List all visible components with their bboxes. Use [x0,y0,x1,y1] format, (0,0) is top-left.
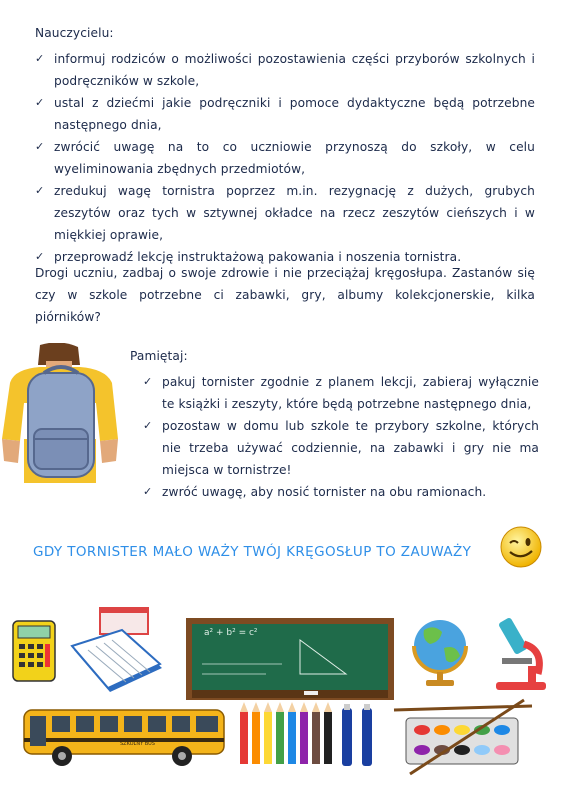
checkmark-icon: ✓ [143,419,153,432]
boy-backpack-illustration [0,343,120,483]
list-item: ✓ zwróć uwagę, aby nosić tornister na obu ramionach. [143,481,539,503]
checkmark-icon: ✓ [143,375,153,388]
paint-palette-icon [388,696,538,778]
calculator-icon [12,620,56,682]
checkmark-icon: ✓ [35,184,45,197]
slogan: GDY TORNISTER MAŁO WAŻY TWÓJ KRĘGOSŁUP TO ZAUWAŻY [33,544,472,560]
list-item: ✓ zredukuj wagę tornistra poprzez m.in. rezygnację z dużych, grubych zeszytów oraz tych w sztywnej okładce na rzecz zeszytów cieńszych i w miękkiej oprawie, [35,180,535,246]
checkmark-icon: ✓ [143,485,153,498]
teacher-list [35,48,535,268]
checkmark-icon: ✓ [35,96,45,109]
list-item: ✓ zwrócić uwagę na to co uczniowie przynoszą do szkoły, w celu wyeliminowania zbędnych przedmiotów, [35,136,535,180]
checkmark-icon: ✓ [35,140,45,153]
list-item: ✓ przeprowadź lekcję instruktażową pakowania i noszenia tornistra. [35,246,535,268]
bus-label: SZKOLNY BUS [120,741,155,747]
winking-smiley-icon [499,523,543,569]
checkmark-icon: ✓ [35,250,45,263]
board-equation: a² + b² = c² [204,628,258,638]
list-item: ✓ pakuj tornister zgodnie z planem lekcji, zabieraj wyłącznie te książki i zeszyty, które będą potrzebne następnego dnia, [143,371,539,415]
student-paragraph: Drogi uczniu, zadbaj o swoje zdrowie i nie przeciążaj kręgosłupa. Zastanów się czy w szkole potrzebne ci zabawki, gry, albumy kolekcjonerskie, kilka piórników? [35,266,535,324]
list-item: ✓ ustal z dziećmi jakie podręczniki i pomoce dydaktyczne będą potrzebne następnego dnia, [35,92,535,136]
school-bus-icon [22,708,228,768]
checkmark-icon: ✓ [35,52,45,65]
globe-icon [406,614,476,690]
remember-list [143,371,539,503]
books-icon [68,606,166,706]
list-item: ✓ pozostaw w domu lub szkole te przybory szkolne, których nie trzeba używać codziennie, na zabawki i gry nie ma miejsca w tornistrze! [143,415,539,481]
pencils-icon [238,702,380,772]
remember-heading: Pamiętaj: [130,349,188,363]
microscope-icon [486,614,552,694]
teacher-heading: Nauczycielu: [35,26,114,40]
list-item: ✓ informuj rodziców o możliwości pozostawienia części przyborów szkolnych i podręczników w szkole, [35,48,535,92]
